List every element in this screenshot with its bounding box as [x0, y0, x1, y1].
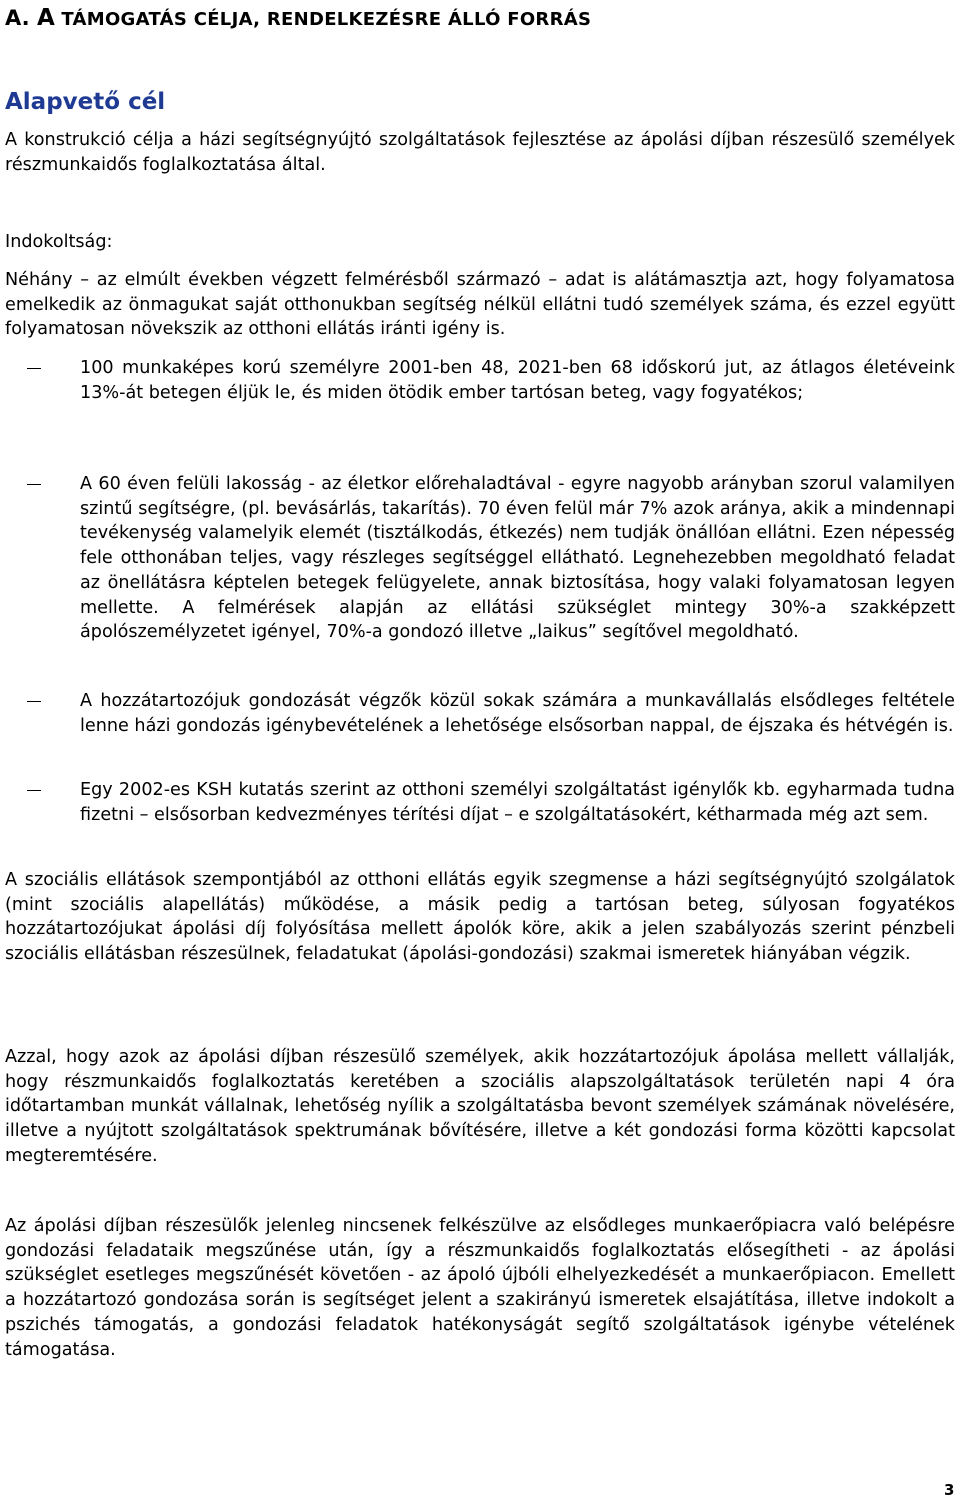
dash-bullet-icon [27, 368, 41, 369]
list-item-text: Egy 2002-es KSH kutatás szerint az otthoni személyi szolgáltatást igénylők kb. egyharmada tudna fizetni – elsősorban kedvezményes térítési díjat – e szolgáltatásokért, kétharmada még azt sem. [80, 780, 955, 825]
section-heading-text: TÁMOGATÁS CÉLJA, RENDELKEZÉSRE ÁLLÓ FORRÁS [54, 9, 592, 30]
section-heading [5, 4, 955, 34]
body-paragraph: A szociális ellátások szempontjából az otthoni ellátás egyik szegmense a házi segítségnyújtó szolgálatok (mint szociális alapellátás) működése, a másik pedig a tartósan beteg, súlyosan fogyatékos hozzátartozójukat ápolási díj folyósítása mellett ápolók köre, akik a jelen szabályozás szerint pénzbeli szociális ellátásban részesülnek, feladatukat (ápolási-gondozási) szakmai ismeretek hiányában végzik. [5, 870, 955, 965]
body-paragraph: Azzal, hogy azok az ápolási díjban részesülő személyek, akik hozzátartozójuk ápolása mellett vállalják, hogy részmunkaidős foglalkoztatás keretében a szociális alapszolgáltatások területén napi 4 óra időtartamban munkát vállalnak, lehetőség nyílik a szolgáltatásba bevont személyek számának növelésére, illetve a nyújtott szolgáltatások spektrumának bővítésére, illetve a két gondozási forma közötti kapcsolat megteremtésére. [5, 1047, 955, 1166]
dash-bullet-icon [27, 790, 41, 791]
dash-bullet-icon [27, 484, 41, 485]
list-item-text: A hozzátartozójuk gondozását végzők közül sokak számára a munkavállalás elsődleges feltétele lenne házi gondozás igénybevételének a lehetősége elsősorban nappal, de éjszaka és hétvégén is. [80, 691, 955, 736]
dash-bullet-icon [27, 701, 41, 702]
goal-paragraph: A konstrukció célja a házi segítségnyújtó szolgáltatások fejlesztése az ápolási díjban részesülő személyek részmunkaidős foglalkoztatása által. [5, 130, 955, 175]
page-number: 3 [944, 1481, 955, 1499]
section-heading-prefix: A. [5, 6, 37, 30]
justification-label: Indokoltság: [5, 232, 113, 252]
goal-title: Alapvető cél [5, 89, 166, 115]
list-item-text: A 60 éven felüli lakosság - az életkor előrehaladtával - egyre nagyobb arányban szorul valamilyen szintű segítségre, (pl. bevásárlás, takarítás). 70 éven felül már 7% azok aránya, akik a mindennapi tevékenység valamelyik elemét (tisztálkodás, étkezés) nem tudják önállóan ellátni. Ezen népesség fele otthonában teljes, vagy részleges segítséggel ellátható. Legnehezebben megoldható feladat az önellátásra képtelen betegek felügyelete, annak biztosítása, hogy valaki folyamatosan legyen mellette. A felmérések alapján az ellátási szükséglet mintegy 30%-a szakképzett ápolószemélyzetet igényel, 70%-a gondozó illetve „laikus” segítővel megoldható. [80, 474, 955, 643]
section-heading-initial: A [36, 5, 55, 31]
list-item-text: 100 munkaképes korú személyre 2001-ben 48, 2021-ben 68 időskorú jut, az átlagos életéveink 13%-át betegen éljük le, és miden ötödik ember tartósan beteg, vagy fogyatékos; [80, 358, 955, 403]
body-paragraph: Az ápolási díjban részesülők jelenleg nincsenek felkészülve az elsődleges munkaerőpiacra való belépésre gondozási feladataik megszűnése után, így a részmunkaidős foglalkoztatás elősegítheti - az ápolási szükséglet esetleges megszűnését követően - az ápoló újbóli elhelyezkedését a munkaerőpiacon. Emellett a hozzátartozó gondozása során is segítséget jelent a szakirányú ismeretek elsajátítása, illetve indokolt a pszichés támogatás, a gondozási feladatok hatékonyságát segítő szolgáltatások igénybe vételének támogatása. [5, 1216, 955, 1360]
justification-intro: Néhány – az elmúlt években végzett felmérésből származó – adat is alátámasztja azt, hogy folyamatosa emelkedik az önmagukat saját otthonukban segítség nélkül ellátni tudó személyek száma, és ezzel együtt folyamatosan növekszik az otthoni ellátás iránti igény is. [5, 270, 955, 340]
